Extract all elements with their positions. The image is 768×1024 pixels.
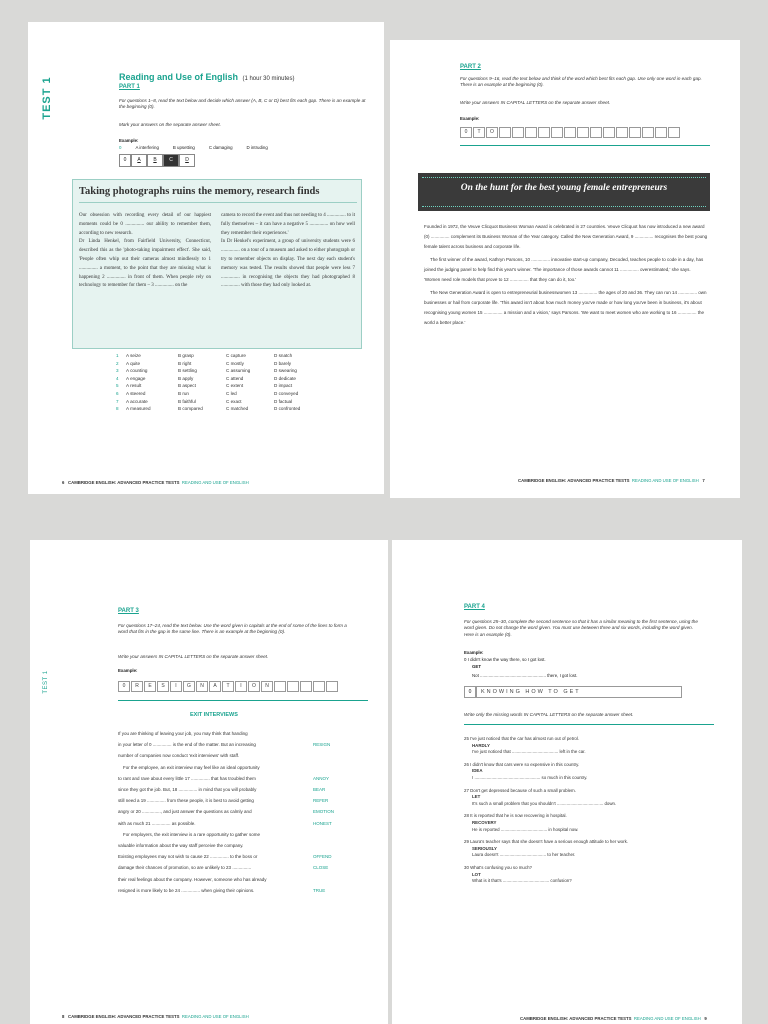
example-label: Example: bbox=[119, 138, 139, 143]
divider bbox=[118, 700, 368, 701]
instructions: For questions 9–16, read the text below and think of the word which best fits each gap. Use only one word in each gap. There is an example at the beginning (0). bbox=[460, 76, 702, 88]
stem-word: HONEST bbox=[313, 820, 332, 826]
footer-page-number: 6 bbox=[62, 480, 65, 485]
line-text: If you are thinking of leaving your job, you may think that handing bbox=[118, 731, 248, 736]
question-answer-line: What is it that's ...................................... confusion? bbox=[472, 878, 572, 884]
text-line bbox=[118, 784, 378, 795]
choice-row bbox=[116, 375, 346, 383]
text-line bbox=[118, 818, 378, 829]
example-options bbox=[119, 145, 268, 151]
choice-option: A measured bbox=[126, 406, 151, 412]
choice-row bbox=[116, 352, 346, 360]
choice-option: B settling bbox=[178, 368, 197, 374]
choice-option: B faithful bbox=[178, 398, 196, 404]
example-grid-letter: N bbox=[196, 681, 208, 692]
question-sentence: 25 I've just noticed that the car has almost run out of petrol. bbox=[464, 736, 580, 741]
question-answer-line: He is reported ...................................... in hospital now. bbox=[472, 826, 579, 832]
question-keyword: RECOVERY bbox=[472, 819, 497, 825]
write-answers-note: Write only the missing words IN CAPITAL LETTERS on the separate answer sheet. bbox=[464, 712, 634, 717]
stem-word: EMOTION bbox=[313, 809, 334, 815]
question-keyword: IDEA bbox=[472, 768, 483, 774]
line-text: to rant and rave about every little 17 ............... that has troubled them bbox=[118, 775, 256, 781]
choice-option: C capture bbox=[226, 353, 246, 358]
footer-page-number: 9 bbox=[704, 1016, 707, 1021]
article-column-2: camera to record the event and thus not needing to 4 ............... to it fully themselves – it can have a negative 5 ............... on how well they remember their experiences.' In Dr Henkel's experiment, a group of university students were 6 ............... on a tour of a museum and asked to either photograph or try to remember objects on display. The next day each student's memory was tested. The results showed that people were less 7 ............... in recognising the objects they had photographed 8 ............... with those they had only looked at. bbox=[221, 213, 355, 289]
stem-word: BEAR bbox=[313, 787, 326, 793]
example-grid-c: C bbox=[163, 154, 179, 167]
article-box bbox=[72, 179, 362, 349]
example-grid-letter: A bbox=[209, 681, 221, 692]
stem-word: RESIGN bbox=[313, 742, 331, 748]
choice-number: 8 bbox=[116, 406, 119, 412]
page-title: Reading and Use of English bbox=[119, 72, 239, 82]
example-option-c: C damaging bbox=[208, 145, 233, 150]
question-sentence: 26 I didn't know that cars were so expensive in this country. bbox=[464, 761, 580, 767]
choice-option: D impact bbox=[274, 383, 293, 389]
text-line bbox=[118, 773, 378, 784]
article-title: Taking photographs ruins the memory, research finds bbox=[79, 186, 357, 203]
choice-option: D conveyed bbox=[274, 390, 299, 396]
part-label: PART 1 bbox=[119, 84, 140, 90]
example-option-d: D intruding bbox=[246, 145, 268, 150]
paragraph-3: The New Generation Award is open to entrepreneurial businesswomen 13 ............... the ages of 20 and 36. They can run 14 ............... own businesses or hail from corporate life. 'This award isn't about how much money you've made or how long you've been in business, it's about recognising young women 15 ............... a mission and a vision,' says Parsons. 'We want to meet women who are working to 16 ............... the world a better place.' bbox=[424, 290, 707, 325]
footer-book-title: CAMBRIDGE ENGLISH: ADVANCED PRACTICE TESTS bbox=[518, 478, 630, 483]
choice-option: D barely bbox=[274, 360, 292, 366]
text-line bbox=[118, 728, 378, 739]
example-grid-a: A bbox=[131, 154, 147, 167]
choice-option: B apply bbox=[178, 375, 194, 381]
question-sentence: 29 Laura's teacher says that she doesn't have a serious enough attitude to her work. bbox=[464, 839, 628, 845]
side-tab bbox=[40, 66, 54, 136]
example-grid-number: 0 bbox=[119, 154, 131, 167]
choice-number: 7 bbox=[116, 398, 119, 404]
choice-number: 5 bbox=[116, 383, 119, 389]
divider bbox=[464, 724, 714, 725]
write-answers-note: Write your answers IN CAPITAL LETTERS on the separate answer sheet. bbox=[118, 654, 269, 659]
choice-option: A steered bbox=[126, 390, 146, 396]
questions-list bbox=[464, 736, 724, 885]
example-grid-letter: T bbox=[222, 681, 234, 692]
footer bbox=[520, 1016, 707, 1021]
paragraph-2: The first winner of the award, Kathryn Parsons, 10 ............... innovative start-up company, Decoded, teaches people to code in a day, has joined the judging panel to help find this year's winner. 'The importance of those awards cannot 11 ............... overestimated,' she says. 'Women need role models that prove to 12 ............... that they can do it, too.' bbox=[424, 257, 704, 282]
question-block bbox=[464, 762, 724, 782]
choice-option: C assuming bbox=[226, 368, 251, 374]
footer-book-title: CAMBRIDGE ENGLISH: ADVANCED PRACTICE TESTS bbox=[67, 1014, 180, 1019]
stem-word bbox=[313, 829, 363, 840]
stem-word: TRUE bbox=[313, 887, 326, 893]
text-line bbox=[118, 806, 378, 817]
choice-option: C extent bbox=[226, 383, 244, 389]
choice-row bbox=[116, 367, 346, 375]
example-grid-letter: O bbox=[486, 127, 498, 138]
example-option-b: B upsetting bbox=[172, 145, 195, 150]
footer-section: READING AND USE OF ENGLISH bbox=[181, 1014, 249, 1019]
choice-option: C mostly bbox=[226, 360, 244, 366]
stem-word bbox=[313, 840, 363, 851]
question-answer-line: Laura doesn't ...................................... to her teacher. bbox=[472, 852, 576, 858]
example-box-number: 0 bbox=[464, 686, 476, 698]
question-block bbox=[464, 865, 724, 885]
text-line bbox=[118, 750, 378, 761]
example-answer-grid bbox=[118, 681, 339, 692]
text-line bbox=[118, 840, 378, 851]
line-text: their real feelings about the company. However, someone who has already bbox=[118, 876, 267, 882]
question-answer-line: It's such a small problem that you shouldn't ...................................... down. bbox=[472, 800, 617, 806]
example-grid-b: B bbox=[147, 154, 163, 167]
line-text: number of companies now conduct 'exit interviews' with staff. bbox=[118, 753, 240, 759]
footer bbox=[62, 480, 249, 485]
example-grid-letter: I bbox=[170, 681, 182, 692]
example-grid-letter: G bbox=[183, 681, 195, 692]
line-text: angry or 20 ..............., and just answer the questions as calmly and bbox=[118, 809, 252, 815]
text-line bbox=[118, 739, 378, 750]
example-grid-d: D bbox=[179, 154, 195, 167]
choice-option: B aspect bbox=[178, 383, 196, 389]
duration: (1 hour 30 minutes) bbox=[242, 76, 295, 82]
stem-word: OFFEND bbox=[313, 854, 332, 860]
section-heading bbox=[119, 67, 295, 85]
example-answer-grid bbox=[460, 127, 681, 138]
example-grid-letter: T bbox=[473, 127, 485, 138]
line-text: For employers, the exit interview is a rare opportunity to gather some bbox=[118, 831, 261, 837]
stem-word bbox=[313, 750, 363, 761]
example-keyword: GET bbox=[472, 664, 482, 669]
line-text: resigned is more likely to be 24 ............... when giving their opinions. bbox=[118, 887, 255, 893]
line-text: in your letter of 0 ............... is the end of the matter. But an increasing bbox=[118, 742, 256, 748]
example-answer-grid bbox=[119, 154, 195, 167]
question-keyword: LOT bbox=[472, 871, 481, 877]
example-grid-letter: R bbox=[131, 681, 143, 692]
question-keyword: LET bbox=[472, 794, 481, 800]
question-answer-line: I ...................................................... so much in this country. bbox=[472, 774, 588, 780]
footer-page-number: 8 bbox=[62, 1014, 65, 1019]
choice-number: 2 bbox=[116, 360, 119, 366]
instructions: For questions 17–24, read the text below. Use the word given in capitals at the end of some of the lines to form a word that fits in the gap in the same line. There is an example at the beginning (0). bbox=[118, 623, 347, 635]
line-text: damage their chances of promotion, so are unlikely to 23 ............... bbox=[118, 865, 252, 871]
text-line bbox=[118, 874, 378, 885]
instructions: For questions 25–30, complete the second sentence so that it has a similar meaning to the first sentence, using the word given. Do not change the word given. You must use between three and six words, including the word given. Here is an example (0). bbox=[464, 619, 698, 637]
line-text: since they got the job. But, 18 ............... in mind that you will probably bbox=[118, 787, 257, 793]
choice-row bbox=[116, 405, 346, 413]
choice-option: C exact bbox=[226, 398, 242, 404]
page-7 bbox=[390, 40, 740, 498]
example-sentence: 0 I didn't know the way there, so I got lost. bbox=[464, 657, 546, 662]
choice-option: D confronted bbox=[274, 406, 301, 412]
stem-word: ANNOY bbox=[313, 775, 330, 781]
stem-word bbox=[313, 762, 363, 773]
part-label: PART 4 bbox=[464, 604, 485, 610]
article-banner bbox=[418, 173, 710, 211]
footer-section: READING AND USE OF ENGLISH bbox=[631, 478, 699, 483]
side-tab bbox=[40, 665, 52, 705]
example-box-answer: KNOWING HOW TO GET bbox=[476, 686, 682, 698]
choice-number: 4 bbox=[116, 375, 119, 381]
choice-row bbox=[116, 382, 346, 390]
question-sentence: 30 What's confusing you so much? bbox=[464, 864, 532, 870]
text-title: EXIT INTERVIEWS bbox=[190, 712, 238, 718]
choice-row bbox=[116, 360, 346, 368]
choice-option: C matched bbox=[226, 406, 249, 412]
example-answer-box bbox=[464, 686, 682, 698]
stem-word bbox=[313, 874, 363, 885]
choice-option: A engage bbox=[126, 375, 146, 381]
footer-book-title: CAMBRIDGE ENGLISH: ADVANCED PRACTICE TESTS bbox=[520, 1016, 632, 1021]
example-grid-letter: E bbox=[144, 681, 156, 692]
question-block bbox=[464, 813, 724, 833]
choice-row bbox=[116, 398, 346, 406]
example-label: Example: bbox=[464, 650, 484, 655]
choice-option: D swearing bbox=[274, 368, 297, 374]
example-grid-letter: O bbox=[248, 681, 260, 692]
text-line bbox=[118, 862, 378, 873]
write-answers-note: Write your answers IN CAPITAL LETTERS on the separate answer sheet. bbox=[460, 100, 611, 105]
stem-word bbox=[313, 728, 363, 739]
transformation-questions bbox=[464, 736, 724, 891]
article-body bbox=[424, 222, 708, 331]
page-8 bbox=[30, 540, 388, 1024]
line-text: with as much 21 ............... as possible. bbox=[118, 820, 196, 826]
choice-option: D snatch bbox=[274, 353, 293, 358]
choice-option: D dedicate bbox=[274, 375, 296, 381]
text-line bbox=[118, 829, 378, 840]
page-9 bbox=[392, 540, 742, 1024]
footer-page-number: 7 bbox=[702, 478, 705, 483]
choice-option: D factual bbox=[274, 398, 293, 404]
example-label: Example: bbox=[118, 668, 138, 673]
text-lines bbox=[118, 728, 378, 896]
word-formation-text bbox=[118, 728, 378, 896]
banner-title: On the hunt for the best young female entrepreneurs bbox=[460, 183, 668, 193]
choice-option: A quite bbox=[126, 360, 141, 366]
example-label: Example: bbox=[460, 116, 480, 121]
choice-option: C attend bbox=[226, 375, 244, 381]
text-line bbox=[118, 795, 378, 806]
line-text: still need a 19 ............... from these people, it is best to avoid getting bbox=[118, 798, 254, 804]
choice-option: A counting bbox=[126, 368, 148, 374]
question-block bbox=[464, 736, 724, 756]
stem-word: CLOSE bbox=[313, 865, 329, 871]
choice-option: C led bbox=[226, 390, 237, 396]
example-grid-number: 0 bbox=[118, 681, 130, 692]
example-number: 0 bbox=[119, 145, 122, 150]
choice-row bbox=[116, 390, 346, 398]
choice-option: A accurate bbox=[126, 398, 148, 404]
example-grid-letter: S bbox=[157, 681, 169, 692]
example-answer-line: Not ...................................................... there, I got lost. bbox=[472, 673, 578, 678]
answer-choices bbox=[116, 352, 346, 413]
text-line bbox=[118, 851, 378, 862]
line-text: For the employee, an exit interview may feel like an ideal opportunity bbox=[118, 764, 260, 770]
question-block bbox=[464, 788, 724, 808]
footer-section: READING AND USE OF ENGLISH bbox=[633, 1016, 701, 1021]
side-tab-label: TEST 1 bbox=[41, 76, 53, 120]
side-tab-label: TEST 1 bbox=[43, 670, 49, 694]
line-text: valuable information about the way staff perceive the company. bbox=[118, 843, 244, 849]
stem-word: REFER bbox=[313, 798, 329, 804]
instructions: For questions 1–8, read the text below and decide which answer (A, B, C or D) best fits each gap. There is an example at the beginning (0). bbox=[119, 98, 366, 110]
question-sentence: 28 It is reported that he is now recovering in hospital. bbox=[464, 813, 567, 819]
choice-number: 6 bbox=[116, 390, 119, 396]
example-grid-letter: N bbox=[261, 681, 273, 692]
choice-option: B grasp bbox=[178, 353, 194, 358]
question-keyword: SERIOUSLY bbox=[472, 845, 497, 851]
choice-option: B right bbox=[178, 360, 192, 366]
page-6 bbox=[28, 22, 384, 494]
choice-option: A seize bbox=[126, 353, 141, 358]
choice-option: B run bbox=[178, 390, 189, 396]
text-line bbox=[118, 762, 378, 773]
example-grid-letter: I bbox=[235, 681, 247, 692]
paragraph-1: Founded in 1972, the Veuve Clicquot Business Woman Award is celebrated in 27 countries. Veuve Clicquot has now introduced a new award (0) ............... complement its Business Woman of the Year category. Called the New Generation Award, 9 ............... recognises the best young female talent across business and corporate life. bbox=[424, 224, 708, 249]
mark-answers-note: Mark your answers on the separate answer sheet. bbox=[119, 122, 221, 127]
choice-number: 1 bbox=[116, 353, 119, 358]
choice-option: A result bbox=[126, 383, 142, 389]
example-grid-number: 0 bbox=[460, 127, 472, 138]
footer bbox=[62, 1014, 249, 1019]
choice-number: 3 bbox=[116, 368, 119, 374]
footer bbox=[518, 478, 705, 483]
question-answer-line: I've just noticed that ...................................... left in the car. bbox=[472, 749, 586, 755]
question-block bbox=[464, 839, 724, 859]
line-text: Existing employees may not wish to cause 22 ............... to the boss or bbox=[118, 854, 258, 860]
question-sentence: 27 Don't get depressed because of such a small problem. bbox=[464, 787, 576, 793]
part-label: PART 2 bbox=[460, 64, 481, 70]
choices-list bbox=[116, 352, 346, 413]
article-column-1: Our obsession with recording every detail of our happiest moments could be 0 ............... our ability to remember them, according to new research. Dr Linda Henkel, from Fairfield University, Connecticut, described this as the 'photo-taking impairment effect'. She said, 'People often whip out their cameras almost mindlessly to 1 ............... a moment, to the point that they are missing what is happening 2 ............... in front of them. When people rely on technology to remember for them – 3 ............... on the bbox=[79, 213, 211, 289]
divider bbox=[460, 145, 710, 146]
part-label: PART 3 bbox=[118, 608, 139, 614]
question-keyword: HARDLY bbox=[472, 742, 490, 748]
example-option-a: A interfering bbox=[135, 145, 159, 150]
choice-option: B compared bbox=[178, 406, 203, 412]
footer-section: READING AND USE OF ENGLISH bbox=[181, 480, 249, 485]
text-line bbox=[118, 885, 378, 896]
footer-book-title: CAMBRIDGE ENGLISH: ADVANCED PRACTICE TESTS bbox=[67, 480, 180, 485]
